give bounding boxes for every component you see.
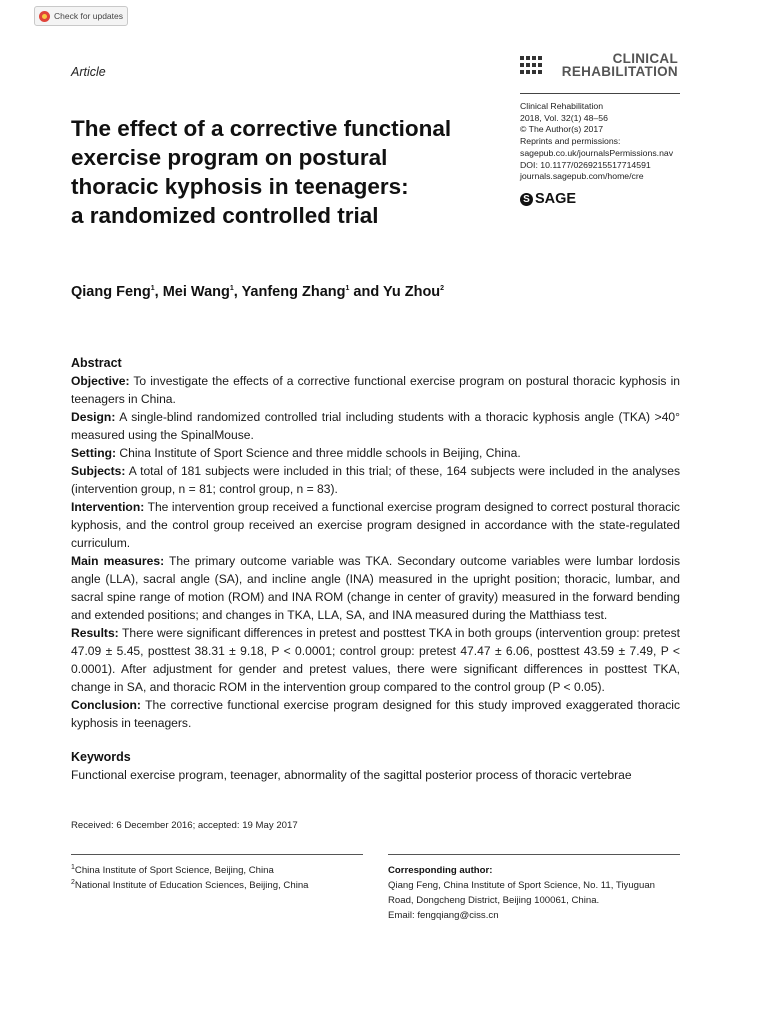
meta-journal-link[interactable]: journals.sagepub.com/home/cre xyxy=(520,171,644,182)
abstract-heading: Abstract xyxy=(71,356,122,370)
sage-s-icon: S xyxy=(520,193,533,206)
journal-name-line1: CLINICAL xyxy=(612,51,678,66)
check-for-updates-badge[interactable] xyxy=(34,6,128,26)
abstract-results xyxy=(71,624,680,696)
meta-reprints: Reprints and permissions: xyxy=(520,136,621,147)
section-text: The intervention group received a functional exercise program designed to correct postural thoracic kyphosis, and the control group received an exercise program designed in accordance with the state-regulated curriculum. xyxy=(71,500,680,550)
section-text: The primary outcome variable was TKA. Secondary outcome variables were lumbar lordosis angle (LLA), sacral angle (SA), and incline angle (INA) measured in the upright position; thoracic, lumbar, and sacral spine range of motion (ROM) and INA ROM (change in center of gravity) measured in the forward bending and extended positions; and changes in TKA, LLA, SA, and INA measured during the Matthiass test. xyxy=(71,554,680,622)
journal-name-line2: REHABILITATION xyxy=(561,64,678,79)
author-name: Qiang Feng xyxy=(71,284,151,300)
author-affiliation-mark: 1 xyxy=(345,285,350,293)
publication-meta xyxy=(520,101,690,183)
section-text: A single-blind randomized controlled trial including students with a thoracic kyphosis angle (TKA) >40° measured using the SpinalMouse. xyxy=(71,410,680,442)
corresponding-rule xyxy=(388,854,680,855)
affiliation-number: 2 xyxy=(71,878,75,886)
author-name: Yu Zhou xyxy=(382,284,441,300)
abstract-conclusion xyxy=(71,696,680,732)
abstract-design xyxy=(71,408,680,444)
section-label: Intervention: xyxy=(71,500,145,514)
affiliations xyxy=(71,863,371,893)
meta-volume: 2018, Vol. 32(1) 48–56 xyxy=(520,112,608,123)
author-separator: and xyxy=(349,284,383,300)
received-dates: Received: 6 December 2016; accepted: 19 May 2017 xyxy=(71,820,298,831)
meta-copyright: © The Author(s) 2017 xyxy=(520,124,604,135)
publisher-name: SAGE xyxy=(535,191,577,207)
journal-name xyxy=(520,52,678,78)
section-text: The corrective functional exercise program designed for this study improved exaggerated thoracic kyphosis in teenagers. xyxy=(71,698,680,730)
section-label: Results: xyxy=(71,626,119,640)
meta-permissions-link[interactable]: sagepub.co.uk/journalsPermissions.nav xyxy=(520,147,674,158)
abstract-main-measures xyxy=(71,552,680,624)
section-label: Design: xyxy=(71,410,116,424)
author-separator: , xyxy=(154,284,163,300)
keywords xyxy=(71,748,661,784)
journal-logo xyxy=(520,52,680,82)
abstract-setting xyxy=(71,444,680,462)
check-for-updates-label: Check for updates xyxy=(54,11,123,21)
header-rule xyxy=(520,93,680,94)
abstract xyxy=(71,354,680,732)
section-label: Conclusion: xyxy=(71,698,141,712)
abstract-intervention xyxy=(71,498,680,552)
corresponding-heading: Corresponding author: xyxy=(388,865,493,876)
section-label: Setting: xyxy=(71,446,117,460)
title-line: The effect of a corrective functional xyxy=(71,116,452,141)
keywords-text: Functional exercise program, teenager, abnormality of the sagittal posterior process of thoracic vertebrae xyxy=(71,768,632,782)
affiliation-item xyxy=(71,878,371,893)
article-type: Article xyxy=(71,65,106,79)
meta-journal: Clinical Rehabilitation xyxy=(520,101,604,111)
author-affiliation-mark: 1 xyxy=(150,285,155,293)
author-name: Yanfeng Zhang xyxy=(241,284,346,300)
title-line: a randomized controlled trial xyxy=(71,203,379,228)
section-label: Main measures: xyxy=(71,554,165,568)
affiliation-text: China Institute of Sport Science, Beijing, China xyxy=(74,865,274,876)
publisher-logo xyxy=(520,191,576,207)
author-separator: , xyxy=(233,284,242,300)
section-label: Objective: xyxy=(71,374,130,388)
corresponding-line: Qiang Feng, China Institute of Sport Science, No. 11, Tiyuguan xyxy=(388,880,656,891)
corresponding-author xyxy=(388,863,688,923)
affiliation-number: 1 xyxy=(71,863,75,871)
section-text: A total of 181 subjects were included in this trial; of these, 164 subjects were included in the analyses (intervention group, n = 81; control group, n = 83). xyxy=(71,464,680,496)
corresponding-email[interactable]: Email: fengqiang@ciss.cn xyxy=(388,910,499,921)
title-line: thoracic kyphosis in teenagers: xyxy=(71,174,409,199)
section-text: To investigate the effects of a corrective functional exercise program on postural thoracic kyphosis in teenagers in China. xyxy=(71,374,680,406)
update-icon xyxy=(39,11,50,22)
abstract-objective xyxy=(71,372,680,408)
keywords-heading: Keywords xyxy=(71,750,131,764)
author-affiliation-mark: 1 xyxy=(229,285,234,293)
author-name: Mei Wang xyxy=(162,284,230,300)
affiliation-item xyxy=(71,863,371,878)
meta-doi[interactable]: DOI: 10.1177/0269215517714591 xyxy=(520,159,651,170)
section-text: There were significant differences in pretest and posttest TKA in both groups (intervention group: pretest 47.09 ± 5.45, posttest 38.31 ± 9.18, P < 0.0001; control group: pretest 47.47 ± 6.06, posttest 43.59 ± 7.49, P < 0.0001). After adjustment for gender and pretest values, there were significant differences in posttest TKA, change in SA, and thoracic ROM in the intervention group compared to the control group (P < 0.05). xyxy=(71,626,680,694)
corresponding-line: Road, Dongcheng District, Beijing 100061, China. xyxy=(388,895,600,906)
title-line: exercise program on postural xyxy=(71,145,388,170)
author-affiliation-mark: 2 xyxy=(440,285,445,293)
abstract-subjects xyxy=(71,462,680,498)
paper-title xyxy=(71,114,511,230)
author-list xyxy=(71,284,691,300)
affiliations-rule xyxy=(71,854,363,855)
section-label: Subjects: xyxy=(71,464,126,478)
affiliation-text: National Institute of Education Sciences, Beijing, China xyxy=(74,880,309,891)
section-text: China Institute of Sport Science and three middle schools in Beijing, China. xyxy=(119,446,521,460)
